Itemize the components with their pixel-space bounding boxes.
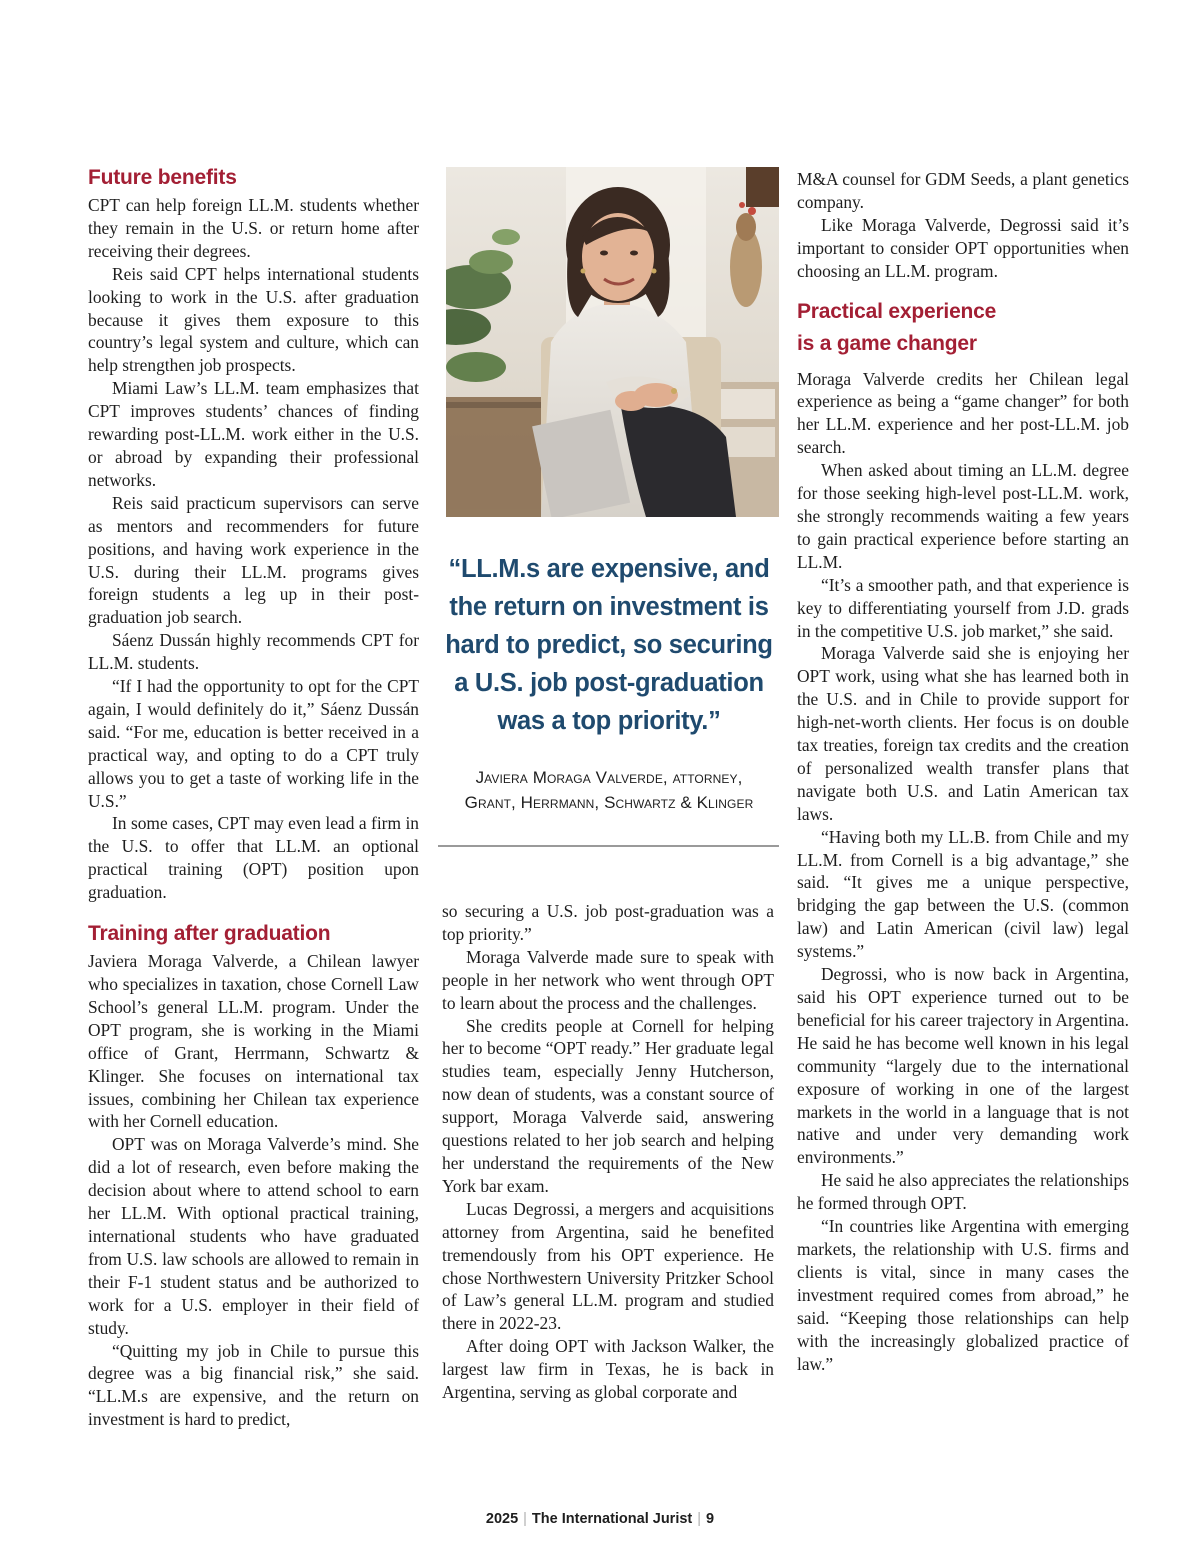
page-number: 9 — [706, 1511, 715, 1527]
footer-separator: | — [697, 1511, 702, 1527]
paragraph: Moraga Valverde made sure to speak with people in her network who went through OPT to learn about the process and the challenges. — [442, 946, 774, 1013]
paragraph: “If I had the opportunity to opt for the CPT again, I would definitely do it,” Sáenz Dussán said. “For me, education is better received in a practical way, and opting to do a CPT truly allows you to get a taste of working life in the U.S.” — [88, 676, 419, 811]
paragraph: He said he also appreciates the relationships he formed through OPT. — [797, 1170, 1129, 1214]
paragraph: She credits people at Cornell for helping her to become “OPT ready.” Her graduate legal studies team, especially Jenny Hutcherson, now dean of students, was a constant source of support, Moraga Valverde said, answering questions related to her job search and helping her understand the requirements of the New York bar exam. — [442, 1015, 774, 1196]
paragraph: Reis said practicum supervisors can serve as mentors and recommenders for future positions, and having work experience in the U.S. during their LL.M. programs gives foreign students a leg up in their post-graduation job search. — [88, 492, 419, 628]
heading-line: is a game changer — [797, 331, 977, 355]
attribution-name-title: Javiera Moraga Valverde, attorney, — [475, 768, 743, 787]
paragraph: After doing OPT with Jackson Walker, the largest law firm in Texas, he is back in Argentina, serving as global corporate and — [442, 1336, 774, 1403]
paragraph: Miami Law’s LL.M. team emphasizes that CPT improves students’ chances of finding rewarding post-LL.M. work either in the U.S. or abroad by expanding their professional networks. — [88, 378, 419, 490]
paragraph: Moraga Valverde credits her Chilean legal experience as being a “game changer” for both her LL.M. experience and her post-LL.M. job search. — [797, 368, 1129, 458]
paragraph: so securing a U.S. job post-graduation was a top priority.” — [442, 901, 774, 944]
portrait-photo — [446, 167, 779, 517]
paragraph: Lucas Degrossi, a mergers and acquisitions attorney from Argentina, said he benefited tremendously from his OPT experience. He chose Northwestern University Pritzker School of Law’s general LL.M. program and studied there in 2022-23. — [442, 1198, 774, 1334]
footer-publication: The International Jurist — [531, 1511, 693, 1527]
paragraph: When asked about timing an LL.M. degree for those seeking high-level post-LL.M. work, she strongly recommends waiting a few years to gain practical experience before starting an LL.M. — [797, 460, 1129, 572]
article-column-left — [88, 162, 419, 1431]
page-footer — [0, 1511, 1200, 1527]
paragraph: Moraga Valverde said she is enjoying her OPT work, using what she has learned both in the U.S. and in Chile to provide support for high-net-worth clients. Her focus is on double tax treaties, foreign tax credits and the creation of personalized wealth transfer plans that navigate both U.S. and Latin American tax laws. — [797, 643, 1129, 824]
paragraph: “Having both my LL.B. from Chile and my LL.M. from Cornell is a big advantage,” she said. “It gives me a unique perspective, bridging the gap between the U.S. (common law) and Latin American (civil law) legal systems.” — [797, 826, 1129, 962]
paragraph: CPT can help foreign LL.M. students whether they remain in the U.S. or return home after receiving their degrees. — [88, 195, 419, 261]
paragraph: Javiera Moraga Valverde, a Chilean lawyer who specializes in taxation, chose Cornell Law School’s general LL.M. program. Under the OPT program, she is working in the Miami office of Grant, Herrmann, Schwartz & Klinger. She focuses on international tax issues, combining her Chilean tax experience with her Cornell education. — [88, 951, 419, 1132]
paragraph: M&A counsel for GDM Seeds, a plant genetics company. — [797, 169, 1129, 212]
paragraph: “In countries like Argentina with emerging markets, the relationship with U.S. firms and clients is vital, since in many cases the investment required comes from abroad,” he said. “Keeping those relationships can help with the increasingly globalized practice of law.” — [797, 1216, 1129, 1374]
pull-quote: “LL.M.s are expensive, and the return on investment is hard to predict, so securing a U.S. job post-graduation was a top priority.” — [445, 555, 773, 735]
paragraph: Reis said CPT helps international students looking to work in the U.S. after graduation because it gives them exposure to this country’s legal system and culture, which can help strengthen job prospects. — [88, 263, 419, 376]
paragraph: Degrossi, who is now back in Argentina, said his OPT experience turned out to be beneficial for his career trajectory in Argentina. He said he has become well known in his legal community “largely due to the international exposure of working in one of the largest markets in the world in a language that is not native and under very demanding work environments.” — [797, 964, 1129, 1168]
pull-quote-attribution — [436, 765, 782, 815]
paragraph: Like Moraga Valverde, Degrossi said it’s important to consider OPT opportunities when choosing an LL.M. program. — [797, 214, 1129, 281]
footer-separator: | — [523, 1511, 527, 1527]
paragraph: Sáenz Dussán highly recommends CPT for LL.M. students. — [88, 630, 419, 674]
paragraph: “Quitting my job in Chile to pursue this degree was a big financial risk,” she said. “LL.M.s are expensive, and the return on investment is hard to predict, — [88, 1340, 419, 1430]
attribution-firm: Grant, Herrmann, Schwartz & Klinger — [464, 793, 754, 812]
paragraph: “It’s a smoother path, and that experience is key to differentiating yourself from J.D. grads in the competitive U.S. job market,” she said. — [797, 574, 1129, 641]
section-heading-practical-experience — [797, 296, 1129, 360]
heading-line: Practical experience — [797, 299, 997, 323]
section-heading-training-after-graduation: Training after graduation — [88, 922, 331, 946]
article-column-right — [797, 168, 1129, 1375]
paragraph: In some cases, CPT may even lead a firm in the U.S. to offer that LL.M. an optional practical training (OPT) position upon graduation. — [88, 813, 419, 903]
paragraph: OPT was on Moraga Valverde’s mind. She did a lot of research, even before making the decision about where to attend school to earn her LL.M. With optional practical training, international students who have graduated from U.S. law schools are allowed to remain in their F-1 student status and be authorized to work for a U.S. employer in their field of study. — [88, 1134, 419, 1338]
section-heading-future-benefits: Future benefits — [88, 166, 237, 189]
article-column-middle — [442, 900, 774, 1404]
footer-year: 2025 — [485, 1511, 519, 1527]
divider-rule — [438, 845, 779, 847]
